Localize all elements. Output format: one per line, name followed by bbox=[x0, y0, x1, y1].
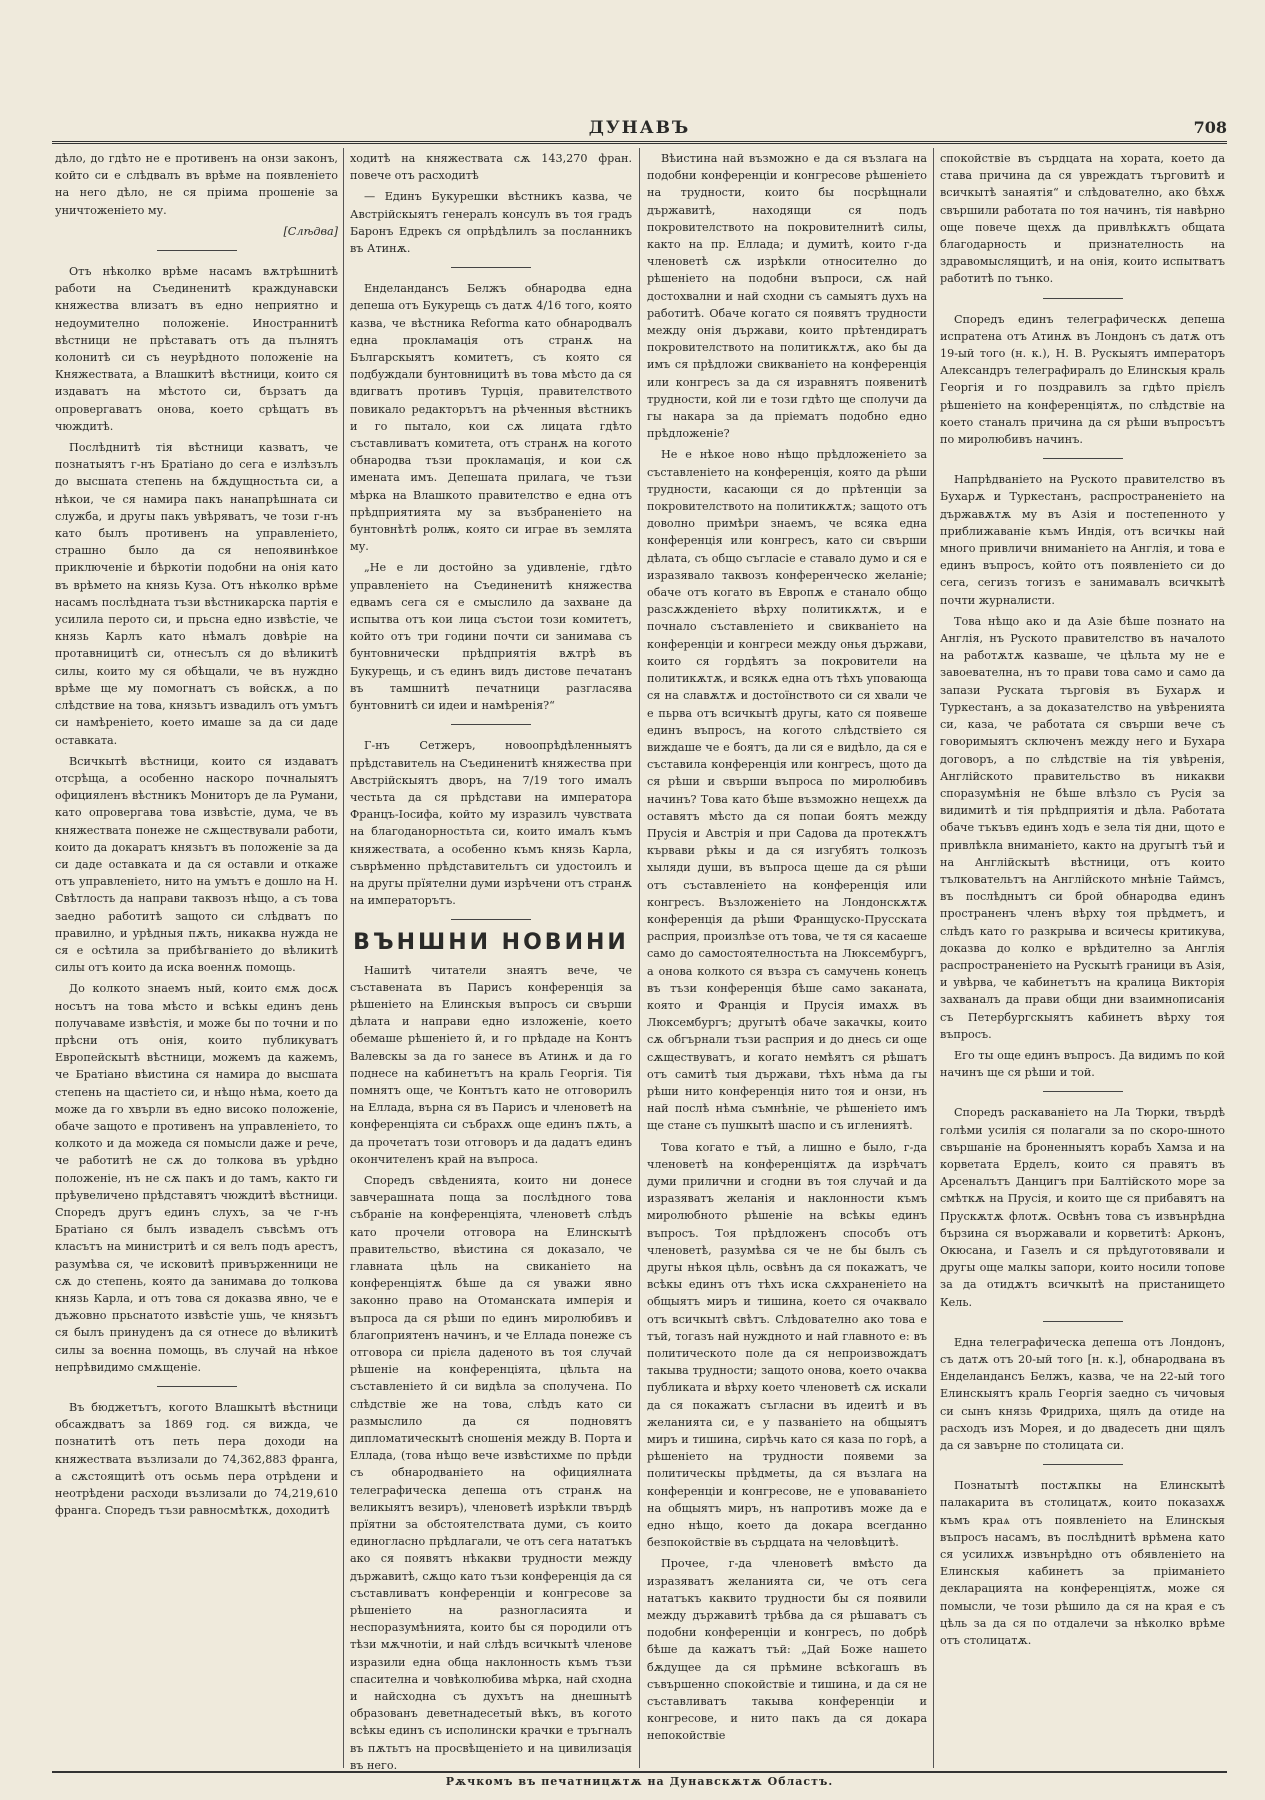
article-paragraph: Его ты още единъ въпросъ. Да видимъ по кой начинъ ще ся рѣши и той. bbox=[940, 1048, 1225, 1080]
article-paragraph: Това нѣщо ако и да Азіе бѣше познато на Англія, нъ Руското правителство въ началото на работѫтѫ казваше, че цѣльта му не е завоевателна, нъ то прави това само и само да запази Руската търговія въ Бухарѫ и Туркестанъ, а за доказателство на увѣренията си, каза, че работата ся свърши вече съ говоримыятъ сключенъ между него и Бухара договоръ, а по слѣдствіе на тія увѣренія, Англійското правительство въ никакви споразумѣнія не бѣше влѣзло съ Русія за видимитѣ и тія прѣдприятія и дѣла. Работата обаче тъкъвъ единъ ходъ е зела тія дни, щото е привлѣкла вниманіето, както на другытѣ тъй и на Англійскытѣ вѣстници, отъ които тълковательтъ на Англійското мнѣніе Таймсъ, въ послѣднытъ си брой обнародва единъ пространенъ членъ вѣрху тоя прѣдметъ, и слѣдъ като го разкрыва и всичесы критикува, доказва до колко е врѣдително за Англія распространеніето на Рускытѣ граници въ Азія, и увѣрва, че кабинетътъ на кралица Викторія захваналъ да прави общи дни взаимнописанія съ Петербургскыятъ кабинетъ вѣрху тоя въпросъ. bbox=[940, 614, 1225, 1041]
article-separator bbox=[451, 267, 531, 268]
article-paragraph: „Не е ли достойно за удивленіе, гдѣто управленіето на Съединенитѣ княжества едвамъ сега ся е смыслило да захване да испытва отъ кои лица състои този комитетъ, който отъ три години почти си занимава съ бунтовнически прѣдприятія вѫтрѣ въ Букурещь, и съ единъ видъ дистове печатанъ въ тамшнитѣ печатници разгласява бунтовнитѣ си идеи и намѣренія?“ bbox=[350, 561, 632, 713]
article-separator bbox=[1043, 458, 1123, 459]
column-divider bbox=[933, 148, 934, 1768]
article-paragraph: — Единъ Букурешки вѣстникъ казва, че Австрійскыятъ генералъ консулъ въ тоя градъ Баронъ Едрекъ ся опрѣдѣлилъ за посланникъ въ Атинѫ. bbox=[350, 190, 632, 256]
article-paragraph: Напрѣдваніето на Руското правителство въ Бухарѫ и Туркестанъ, распространеніето на държавѫтѫ му въ Азія и постепенното у приближаваніе къмъ Индія, отъ всичкы най много привличи вниманіето на Англія, и това е единъ въпросъ, който отъ появленіето си до сега, сегизъ тогизъ е занимавалъ всичкытѣ почти журналисти. bbox=[940, 473, 1225, 607]
article-separator bbox=[1043, 1464, 1123, 1465]
article-paragraph: Нашитѣ читатели знаятъ вече, че съставената въ Парисъ конференція за рѣшеніето на Елинскыя въпросъ си свърши дѣлата и направи едно изложеніе, което обемаше рѣшеніето й, и го прѣдаде на Контъ Валевскы за да го занесе въ Атинѫ и да го поднесе на кабинетътъ на краль Георгія. Тія помнятъ още, че Контътъ като не отговорилъ на Еллада, върна ся въ Парисъ и членоветѣ на конференціята си събрахѫ още единъ пѫть, а да прочетатъ този отговоръ и да дадатъ единъ окончителенъ край на въпроса. bbox=[350, 963, 632, 1166]
article-paragraph: Послѣднитѣ тія вѣстници казватъ, че познатыятъ г-нъ Братіано до сега е излѣзълъ до высшата степень на бѫдущностьта си, а нѣкои, че ся намира пакъ нанапрѣшната си служба, и другы пакъ увѣряватъ, че този г-нъ като былъ противенъ на управленіето, страшно было да ся непоявинѣкое приключеніе и бѣркотіи подобни на онія като въ врѣмето на князь Куза. Отъ нѣколко врѣме насамъ послѣдната тъзи вѣстникарска партія е усилила перото си, и прьсна едно извѣстіе, че князь Карлъ като нѣмалъ довѣріе на протавницитѣ си, отнесълъ ся до вѣликитѣ силы, които му ся обѣщали, че въ нуждно врѣме ще му помогнатъ съ войскѫ, а по слѣдствие на това, князьтъ извадилъ отъ умътъ си намѣреніето, което имаше за да си даде оставката. bbox=[55, 441, 338, 747]
article-paragraph: Това когато е тъй, а лишно е было, г-да членоветѣ на конференціятѫ да изрѣчатъ думи прилични и сгодни въ тоя случай и да изразяватъ желанія и наклонности къмъ миролюбното рѣшеніе на всѣкы единъ въпросъ. Тоя прѣдложенъ способъ отъ членоветѣ, разумѣва ся че не бы былъ съ другы нѣкоя цѣль, освѣнъ да ся покажатъ, че всѣкы единъ отъ тѣхъ иска сѫхраненіето на общыятъ миръ и тишина, което ся очаквало отъ всичкытѣ свѣтъ. Слѣдователно ако това е тъй, тогазъ най нуждното и най главното е: въ политическото поле да ся непроизвождатъ такыва трудности; защото онова, което очаква публиката и вѣрху което членоветѣ сѫ искали да ся покажатъ съгласни въ идеитѣ и въ желанията си, е у пазваніето на общыятъ миръ и тишина, сирѣчь като ся каза по горѣ, а рѣшеніето на трудности появеми за политическы прѣдметы, да ся възлага на конференціи и конгресове, не е уповаваніето на общыятъ миръ, нъ напротивъ може да е едно нѣщо, което да докара всегданно безпокойствіе въ сърдцата на человѣцитѣ. bbox=[647, 1140, 927, 1550]
footer-rule bbox=[52, 1771, 1227, 1773]
article-separator bbox=[1043, 298, 1123, 299]
column-3 bbox=[647, 150, 927, 1765]
article-separator bbox=[1043, 1321, 1123, 1322]
article-paragraph: Енделандансъ Белжъ обнародва една депеша отъ Букурещь съ датѫ 4/16 того, която казва, че вѣстника Reforma като обнародвалъ една прокламація отъ странѫ на Българскыятъ комитетъ, съ която ся подбуждали бунтовницитѣ въ това мѣсто да ся вдигватъ противъ Турція, правителството повикало редакторътъ на рѣченныя вѣстникъ и го пытало, кои сѫ лицата гдѣто съставливатъ комитета, отъ странѫ на когото обнародва тъзи прокламація, и кои сѫ имената имъ. Депешата прилага, че тъзи мѣрка на Влашкото правителство е една отъ прѣдприятията му за възбраненіето на бунтовнѣтѣ ролѭ, която си играе въ землята му. bbox=[350, 282, 632, 554]
article-paragraph: Споредъ раскаваніето на Ла Тюрки, твърдѣ голѣми усилія ся полагали за по скоро-шното свършаніе на броненныятъ корабъ Хамза и на корветата Ерделъ, които ся правятъ въ Арсеналътъ Данцигъ при Балтійското море за смѣткѫ на Прусія, и които ще ся прибавятъ на Прускѫтѫ флотѫ. Освѣнъ това съ извънрѣдна бързина ся въоржавали и корветитѣ: Арконъ, Окюсана, и Газелъ и ся прѣдуготовявали и другы още малкы запори, които носили топове за да отидѫтъ всичкытѣ на пристанището Кель. bbox=[940, 1106, 1225, 1309]
article-separator bbox=[451, 919, 531, 920]
article-paragraph: ходитѣ на княжествата сѫ 143,270 фран. повече отъ расходитѣ bbox=[350, 152, 632, 183]
article-paragraph: До колкото знаемъ ный, които ємѫ досѫ носътъ на това мѣсто и всѣкы единъ день получаваме извѣстія, и може бы по точни и по прѣсни отъ онія, които публикуватъ Европейскытѣ вѣстници, можемъ да кажемъ, че Братіано вѣистина ся намира до высшата степень на щастіето си, и нѣщо нѣма, което да може да го хвърли въ едно високо положеніе, обаче защото е противенъ на управленіето, то колкото и да можеда ся помысли даже и рече, че работитѣ не сѫ до толкова въ урѣдно положеніе, нъ не сѫ пакъ и до тамъ, както ги прѣувеличено прѣдставятъ чюждитѣ вѣстници. Споредъ другъ единъ слухъ, за че г-нъ Братіано ся былъ изваделъ съвсѣмъ отъ класътъ на министритѣ и ся велъ подъ арестъ, разумѣва ся, че исковитѣ привърженници не сѫ до степень, която да занимава до толкова князь Карла, и отъ това ся доказва явно, че е дъжовно прьснатото извѣстіе ушь, че князьтъ ся былъ принуденъ да ся отнесе до вѣликитѣ силы за воєнна помощь, въ случай на нѣкое непрѣвидимо смѫщеніе. bbox=[55, 982, 338, 1374]
column-4 bbox=[940, 150, 1225, 1765]
column-divider bbox=[343, 148, 344, 1768]
article-paragraph: Прочее, г-да членоветѣ вмѣсто да изразяватъ желанията си, че отъ сега нататъкъ каквито трудности бы ся появили между държавитѣ трѣбва да ся рѣшаватъ съ подобни конференціи и конгресъ, по добрѣ бѣше да кажатъ тъй: „Дай Боже нашето бѫдущее да ся прѣмине всѣкогашъ въ съвършенно спокойствіе и тишина, и да ся не съставливатъ такыва конференціи и конгресове, и нито пакъ да ся докара непокойствіе bbox=[647, 1557, 927, 1743]
article-paragraph: Не е нѣкое ново нѣщо прѣдложеніето за съставленіето на конференція, която да рѣши трудности, касающи ся до прѣтенціи за покровителството на политикѫтѫ; защото отъ доволно примѣри знаемъ, че всяка една конференція или конгресъ, като си свърши дѣлата, съ общо съгласіе е ставало думо и ся е изразявало таквозъ конференческо желаніе; обаче отъ когато въ Европѫ е станало общо разсѫжденіето вѣрху политикѫтѫ, и е почнало съставленіето и свикваніето на конференціи и конгреси между онья държави, които ся гордѣятъ за покровители на политикѫтѫ, и всякѫ една отъ тѣхъ уповающа ся на славѫтѫ и достоїнството си ся хвали че е пьрва отъ всичкытѣ другы, като ся появеше единъ въпросъ, на когото слѣдствіето ся виждаше че е боятъ, да ли ся е видѣло, да ся е съставила конференція или конгресъ, щото да ся рѣши и свърши въпроса по миролюбивъ начинъ? Това като бѣше възможно нещехѫ да оставятъ мѣсто да ся попаи боятъ между Прусія и Австрія и при Садова да протекѫтъ кървави рѣкы и да ся изгубятъ толкозъ хыляди души, въ въпроса щеше да ся рѣши отъ съставленіето на конференція или конгресъ. Възложеніето на Лондонскѫтѫ конференція да рѣши Франщуско-Прусската расприя, произлѣзе отъ това, че тя ся касаеше само до самостоятелностьта на Люксембургъ, а онова колкото ся възра съ самучень конецъ въ тъзи конференція бѣше само заканата, която и Франція и Прусія имахѫ въ Люксембургъ; другытѣ обаче закачкы, които сѫ обгърнали тъзи расприя и до днесь си още сѫществуватъ, и когато немѣятъ ся рѣшатъ отъ самитѣ тыя държави, тѣхъ нѣма да гы рѣши нито конференція нито тоя и онзи, нъ най послѣ нѣма съмнѣніе, че рѣшеніето имъ ще стане съ пушкытѣ шаспо и съ иглениятѣ. bbox=[647, 448, 928, 1133]
continued-note: [Слѣдва] bbox=[283, 224, 338, 238]
article-paragraph: Споредъ единъ телеграфическѫ депеша испратена отъ Атинѫ въ Лондонъ съ датѫ отъ 19-ый того (н. к.), Н. В. Рускыятъ императоръ Александръ телеграфиралъ до Елинскыя краль Георгія и го поздравилъ за гдѣто прієлъ рѣшеніето на конференціятѫ, по слѣдствіе на което станалъ причина да ся рѣши въпросътъ по миролюбивъ начинъ. bbox=[940, 312, 1225, 447]
article-separator bbox=[157, 250, 237, 251]
article-paragraph: Въ бюджетътъ, когото Влашкытѣ вѣстници обсаждватъ за 1869 год. ся вижда, че познатитѣ отъ петь пера доходи на княжествата възлизали до 74,362,883 франга, а сѫстоящитѣ отъ осьмь пера отрѣдени и неотрѣдени расходи възлизали до 74,219,610 франга. Споредъ тъзи равносмѣткѫ, доходитѣ bbox=[55, 1401, 338, 1518]
page-number: 708 bbox=[1193, 118, 1227, 137]
article-paragraph: Познатытѣ постѫпкы на Елинскытѣ палакарита въ столицатѫ, които показахѫ къмъ краѧ отъ появленіето на Елинскыя въпросъ насамъ, въ послѣднитѣ врѣмена като ся усилихѫ извънрѣдно отъ обявленіето на Елинскыя кабинетъ за пріиманіето декларацията на конференціятѫ, може ся помысли, че този рѣшило да ся на края е съ цѣль за да ся по отдалечи за нѣколко врѣме отъ столицатѫ. bbox=[940, 1479, 1225, 1648]
page-header bbox=[52, 118, 1227, 142]
article-paragraph: Споредъ свѣденията, които ни донесе завчерашната поща за послѣдного това събраніе на конференціята, членоветѣ слѣдъ като прочели отговора на Елинскытѣ правительство, вѣистина ся доказало, че главната цѣль на свиканіето на конференціятѫ бѣше да ся уважи явно законно право на Отоманската имперія и въпроса да ся рѣши по единъ миролюбивъ и благоприятенъ начинъ, и че Еллада понеже съ отговора си прієла даденото въ тоя случай рѣшеніе на конференціята, цѣльта на съставленіето й си видѣла за сполучена. По слѣдствіе же на това, слѣдъ като си размыслило да ся подновятъ дипломатическытѣ сношенія между В. Порта и Еллада, (това нѣщо вече извѣстихме по прѣди съ обнародваніето на официялната телеграфическа депеша отъ странѫ на великыятъ везиръ), членоветѣ изрѣкли твърдѣ прїятни за обстоятелствата думи, съ които единогласно прѣдлагали, че отъ сега нататъкъ ако ся появятъ нѣкакви трудности между държавитѣ, сѫщо като тъзи конференція да ся съставливатъ конференціи и конгресове за рѣшеніето на разногласията и неспоразумѣнията, които бы ся породили отъ тѣзи мѫчнотіи, и най слѣдъ всичкытѣ членове изразили една обща наклонность къмъ тъзи спасителна и човѣколюбива мѣрка, най сходна и найсходна съ духътъ на днешнытѣ образованъ деветнадесетый вѣкъ, въ когото всѣкы единъ съ исполински крачки е тръгналъ въ пѫтьтъ на просвѣщеніето и на цивилизація въ него. bbox=[350, 1173, 632, 1772]
printer-imprint: Рѫчкомъ въ печатницѫтѫ на Дунавскѫтѫ Областъ. bbox=[445, 1775, 834, 1788]
article-separator bbox=[157, 1386, 237, 1387]
article-paragraph: Отъ нѣколко врѣме насамъ вѫтрѣшнитѣ работи на Съединенитѣ краждунавски княжества влизатъ въ едно неприятно и недоумително положеніе. Иностраннитѣ вѣстници не прѣставатъ отъ да пълнятъ колонитѣ си съ неурѣдното положеніе на Княжествата, а Влашкитѣ вѣстници, които ся издаватъ на мѣстото си, бързатъ да опровергаватъ онова, което срѣщатъ въ чюждитѣ. bbox=[55, 265, 338, 433]
column-divider bbox=[639, 148, 640, 1768]
column-1 bbox=[55, 150, 338, 1765]
article-separator bbox=[451, 724, 531, 725]
article-paragraph: Г-нъ Сетжеръ, новоопрѣдѣленныятъ прѣдставитель на Съединенитѣ княжества при Австрійскыятъ дворъ, на 7/19 того ималъ честьта да ся прѣдстави на императора Францъ-Іосифа, който му изразилъ чувствата на благоданорностьта си, които ималъ къмъ княжествата, а особенно къмъ князь Карла, съврѣменно прѣдставительтъ си удостоилъ и на другы прїятелни думи изрѣчени отъ странѫ на императорътъ. bbox=[350, 739, 632, 908]
article-paragraph: Вѣистина най възможно е да ся възлага на подобни конференціи и конгресове рѣшеніето на трудности, които бы посрѣщнали държавитѣ, находящи ся подъ покровителството на покровителнитѣ силы, както на пр. Еллада; и думитѣ, които г-да членоветѣ сѫ изрѣкли относително до рѣшеніето на подобни въпроси, сѫ най достохвални и най сходни съ самыятъ духъ на работитѣ. Обаче когато ся появятъ трудности между онія държави, които прѣтендиратъ покровителството на политикѫтѫ, ако бы да имъ ся прѣдложи свикваніето на конференція или конгресъ за да ся изравнятъ появенитѣ трудности, кой ли е този гдѣто ще сполучи да гы накара за да пріематъ подобно едно прѣдложеніе? bbox=[647, 152, 927, 441]
article-paragraph: Една телеграфическа депеша отъ Лондонъ, съ датѫ отъ 20-ый того [н. к.], обнародвана въ Енделандансъ Белжъ, казва, че на 22-ый того Елинскыятъ краль Георгія заедно съ чичовыя си сынъ князь Фридриха, щялъ да отиде на расходъ изъ Морея, и до двадесеть дни щялъ да ся завърне по столицата си. bbox=[940, 1335, 1225, 1453]
column-2 bbox=[350, 150, 632, 1772]
section-heading: ВЪНШНИ НОВИНИ bbox=[353, 930, 629, 956]
masthead-title: ДУНАВЪ bbox=[588, 118, 691, 138]
article-paragraph: Всичкытѣ вѣстници, които ся издаватъ отсрѣща, а особенно наскоро почналыятъ официяленъ вѣстникъ Мониторъ де ла Румани, като опровергава това извѣстіе, дума, че въ княжествата понеже не сѫществували работи, които да докаратъ князьтъ въ положеніе за да си даде оставката и да ся оставли и откаже отъ управленіето, нито на умътъ е дошло на Н. Свѣтлость да направи таквозъ нѣщо, а съ това заедно работитѣ защото си слѣдватъ по правилно, и урѣдныя пѫть, никаква нужда не ся е осѣтила за прибѣгваніето до вѣликитѣ силы отъ които да иска военнѫ помощь. bbox=[55, 754, 338, 975]
article-separator bbox=[1043, 1091, 1123, 1092]
article-paragraph: спокойствіе въ сърдцата на хората, което да става причина да ся увреждатъ търговитѣ и всичкытѣ занаятія“ и слѣдователно, ако бѣхѫ свършили работата по тоя начинъ, тія навѣрно още повече щехѫ да привлѣкѫтъ общата благодарность и признателность на здравомыслящитѣ, и на онія, които испытватъ работитѣ по тънко. bbox=[940, 152, 1225, 286]
header-rule bbox=[52, 141, 1227, 144]
article-paragraph: дѣло, до гдѣто не е противенъ на онзи законъ, който си е слѣдвалъ въ врѣме на появленіето на него дѣло, не ся пріима прошеніе за уничтоженіето му. bbox=[55, 152, 338, 217]
